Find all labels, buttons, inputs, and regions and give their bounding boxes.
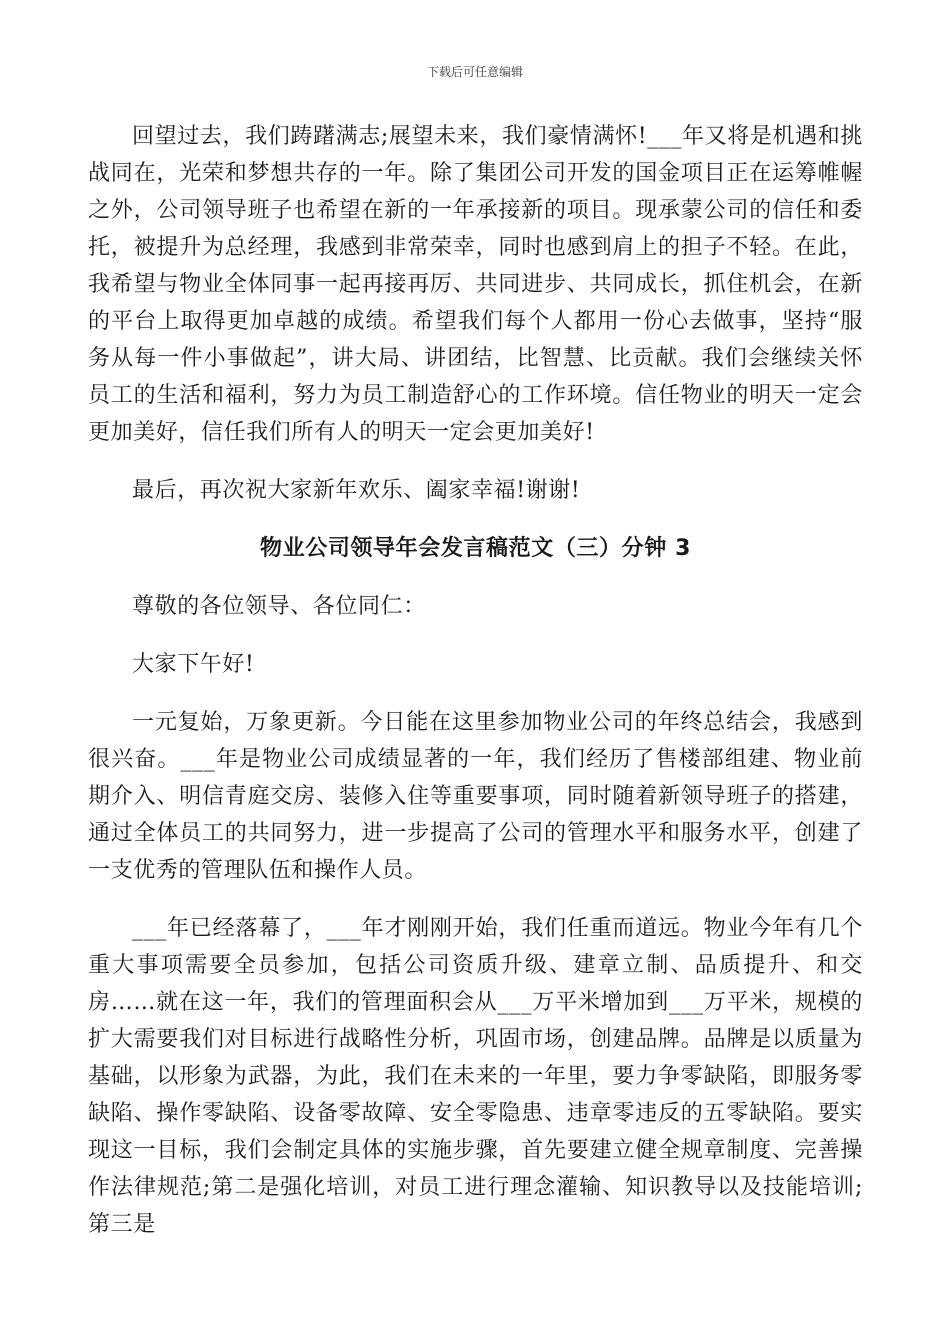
salutation-line: 大家下午好! <box>132 652 255 677</box>
paragraph-closing-wishes: 最后，再次祝大家新年欢乐、阖家幸福!谢谢! <box>132 478 581 503</box>
paragraph-new-year: 一元复始，万象更新。今日能在这里参加物业公司的年终总结会，我感到很兴奋。___年是物业公司成绩显著的一年，我们经历了售楼部组建、物业前期介入、明信青庭交房、装修入住等重要事项，同时随着新领导班子的搭建，通过全体员工的共同努力，进一步提高了公司的管理水平和服务水平，创建了一支优秀的管理队伍和操作人员。 <box>88 710 863 883</box>
paragraph-gap <box>88 683 863 704</box>
page-header-note: 下载后可任意编辑 <box>426 65 523 79</box>
paragraph-gap <box>88 889 863 910</box>
paragraph-gap <box>88 451 863 472</box>
paragraph-gap <box>88 567 863 588</box>
paragraph-goals: ___年已经落幕了，___年才刚刚开始，我们任重而道远。物业今年有几个重大事项需要全员参加，包括公司资质升级、建章立制、品质提升、和交房……就在这一年，我们的管理面积会从___万平米增加到___万平米，规模的扩大需要我们对目标进行战略性分析，巩固市场，创建品牌。品牌是以质量为基础，以形象为武器，为此，我们在未来的一年里，要力争零缺陷，即服务零缺陷、操作零缺陷、设备零故障、安全零隐患、违章零违反的五零缺陷。要实现这一目标，我们会制定具体的实施步骤，首先要建立健全规章制度、完善操作法律规范;第二是强化培训，对员工进行理念灌输、知识教导以及技能培训;第三是 <box>88 916 863 1237</box>
paragraph-gap <box>88 509 863 530</box>
paragraph-looking-back: 回望过去，我们踌躇满志;展望未来，我们豪情满怀!___年又将是机遇和挑战同在，光荣和梦想共存的一年。除了集团公司开发的国金项目正在运筹帷幄之外，公司领导班子也希望在新的一年承接新的项目。现承蒙公司的信任和委托，被提升为总经理，我感到非常荣幸，同时也感到肩上的担子不轻。在此，我希望与物业全体同事一起再接再厉、共同进步、共同成长，抓住机会，在新的平台上取得更加卓越的成绩。希望我们每个人都用一份心去做事，坚持“服务从每一件小事做起”，讲大局、讲团结，比智慧、比贡献。我们会继续关怀员工的生活和福利，努力为员工制造舒心的工作环境。信任物业的明天一定会更加美好，信任我们所有人的明天一定会更加美好! <box>88 124 863 445</box>
paragraph-gap <box>88 625 863 646</box>
greeting-line: 尊敬的各位领导、各位同仁： <box>132 594 426 619</box>
document-body <box>88 118 863 1243</box>
section-title: 物业公司领导年会发言稿范文（三）分钟 3 <box>260 536 691 561</box>
